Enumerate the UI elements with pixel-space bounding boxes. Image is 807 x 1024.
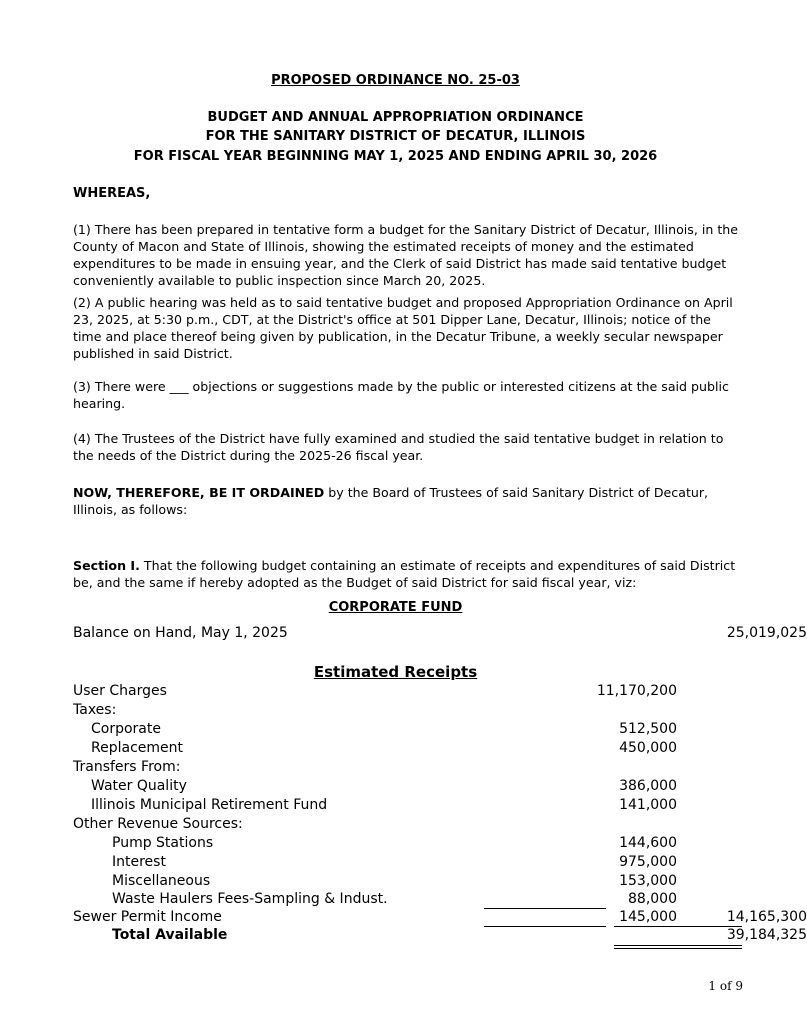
row-label: Water Quality [91,778,187,794]
title-line-1: BUDGET AND ANNUAL APPROPRIATION ORDINANCE [207,110,584,125]
row-label: Illinois Municipal Retirement Fund [91,797,328,813]
table-row [73,890,741,909]
row-amount: 11,170,200 [596,683,677,699]
table-row [73,758,741,777]
title-line-2: FOR THE SANITARY DISTRICT OF DECATUR, ILLINOIS [205,129,586,144]
balance-row [73,624,807,643]
whereas-heading: WHEREAS, [73,186,151,201]
table-row [73,872,741,891]
total-row [73,926,807,945]
row-total: 14,165,300 [726,909,807,925]
ordained-text: by the Board of Trustees of said Sanitary District of Decatur, Illinois, as follows: [73,485,709,517]
row-label: Interest [112,854,166,870]
row-label: Replacement [91,740,183,756]
table-row [73,853,741,872]
table-row [73,834,741,853]
total-value: 39,184,325 [726,927,807,943]
table-row [73,777,741,796]
paragraph-2: (2) A public hearing was held as to said tentative budget and proposed Appropriation Ordinance on April 23, 2025, at 5:30 p.m., CDT, at the District's office at 501 Dipper Lane, Decatur, Illinois; notice of the time and place thereof being given by publication, in the Decatur Tribune, a weekly secular newspaper published in said District. [73,295,733,361]
row-amount: 153,000 [619,873,677,889]
row-label: Waste Haulers Fees-Sampling & Indust. [112,891,388,907]
total-double-rule-top [614,945,742,946]
row-label: Transfers From: [73,759,181,775]
row-amount: 145,000 [619,909,677,925]
ordained-bold: NOW, THEREFORE, BE IT ORDAINED [73,485,325,500]
row-amount: 386,000 [619,778,677,794]
table-row [73,739,741,758]
section-1-paragraph [73,557,741,591]
row-label: Pump Stations [112,835,214,851]
row-label: Corporate [91,721,161,737]
row-label: User Charges [73,683,167,699]
ordinance-number: PROPOSED ORDINANCE NO. 25-03 [271,73,520,88]
paragraph-3: (3) There were ___ objections or suggestions made by the public or interested citizens at the said public hearing. [73,379,729,411]
row-amount: 450,000 [619,740,677,756]
ordained-paragraph [73,484,741,518]
table-row [73,908,807,927]
total-double-rule-bottom [614,948,742,949]
balance-value: 25,019,025 [726,625,807,641]
section-1-bold: Section I. [73,558,140,573]
fund-title: CORPORATE FUND [328,600,463,615]
title-line-3: FOR FISCAL YEAR BEGINNING MAY 1, 2025 AND ENDING APRIL 30, 2026 [133,149,658,164]
row-label: Taxes: [73,702,117,718]
row-label: Other Revenue Sources: [73,816,243,832]
table-row [73,720,741,739]
section-1-text: That the following budget containing an estimate of receipts and expenditures of said District be, and the same if hereby adopted as the Budget of said District for said fiscal year, viz: [73,558,736,590]
table-row [73,796,741,815]
row-amount: 512,500 [619,721,677,737]
row-amount: 975,000 [619,854,677,870]
row-label: Miscellaneous [112,873,211,889]
page-number: 1 of 9 [708,979,743,993]
receipts-heading: Estimated Receipts [313,663,478,681]
row-label: Sewer Permit Income [73,909,222,925]
table-row [73,815,741,834]
paragraph-1: (1) There has been prepared in tentative form a budget for the Sanitary District of Decatur, Illinois, in the County of Macon and State of Illinois, showing the estimated receipts of money and the estimated expenditures to be made in ensuing year, and the Clerk of said District has made said tentative budget conveniently available to public inspection since March 20, 2025. [73,222,739,288]
row-amount: 144,600 [619,835,677,851]
table-row [73,682,741,701]
row-amount: 88,000 [628,891,677,907]
paragraph-4: (4) The Trustees of the District have fully examined and studied the said tentative budget in relation to the needs of the District during the 2025-26 fiscal year. [73,431,724,463]
table-row [73,701,741,720]
balance-label: Balance on Hand, May 1, 2025 [73,625,288,641]
total-label: Total Available [112,927,228,943]
row-amount: 141,000 [619,797,677,813]
